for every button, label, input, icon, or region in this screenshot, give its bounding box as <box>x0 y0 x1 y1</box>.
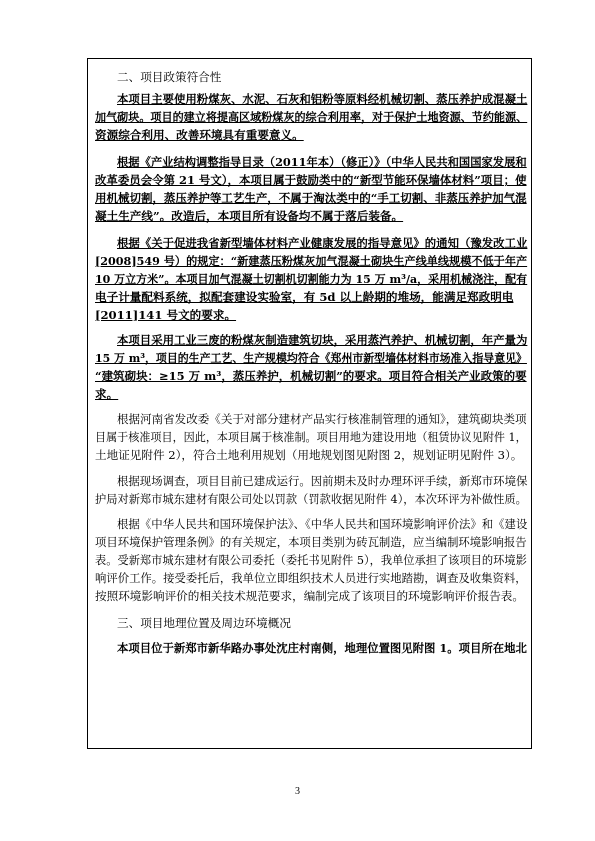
paragraph-line: 凝土生产线”。改造后，本项目所有设备均不属于落后装备。 <box>95 209 404 223</box>
paragraph-line: 根据《关于促进我省新型墙体材料产业健康发展的指导意见》的通知（豫发改工业 <box>117 236 528 250</box>
paragraph-line: 响评价工作。接受委托后，我单位立即组织技术人员进行实地踏勘，调查及收集资料， <box>95 571 527 585</box>
paragraph-line: 10 万立方米”。本项目加气混凝土切割机切割能力为 15 万 m³/a，采用机械浇注，配有 <box>95 272 528 286</box>
paragraph-line: 项目环境保护管理条例》的有关规定，本项目类别为砖瓦制造，应当编制环境影响报告 <box>95 535 527 549</box>
section-heading-location: 三、项目地理位置及周边环境概况 <box>117 616 291 630</box>
paragraph-line: 根据《中华人民共和国环境保护法》、《中华人民共和国环境影响评价法》和《建设 <box>117 517 528 531</box>
paragraph-line: 资源综合利用、改善环境具有重要意义。 <box>95 128 304 142</box>
paragraph-line: 表。受新郑市城东建材有限公司委托（委托书见附件 5），我单位承担了该项目的环境影 <box>95 553 527 567</box>
paragraph-line: 土地证见附件 2），符合土地利用规划（用地规划图见附图 2，规划证明见附件 3）。 <box>95 448 523 462</box>
paragraph-line: “建筑砌块：≥15 万 m³，蒸压养护，机械切割”的要求。项目符合相关产业政策的要 <box>95 369 527 383</box>
paragraph-line: 本项目位于新郑市新华路办事处沈庄村南侧，地理位置图见附图 1。项目所在地北 <box>117 641 527 655</box>
page-number: 3 <box>295 786 300 797</box>
paragraph-line: [2008]549 号）的规定：“新建蒸压粉煤灰加气混凝土砌块生产线单线规模不低于年产 <box>95 254 528 268</box>
paragraph-line: 根据河南省发改委《关于对部分建材产品实行核准制管理的通知》，建筑砌块类项 <box>117 412 527 426</box>
paragraph-line: 按照环境影响评价的相关技术规范要求，编制完成了该项目的环境影响评价报告表。 <box>95 589 524 603</box>
paragraph-line: 用机械切割，蒸压养护等工艺生产，不属于淘汰类中的“手工切割、非蒸压养护加气混 <box>95 191 527 205</box>
section-heading-policy: 二、项目政策符合性 <box>117 70 222 84</box>
paragraph-line: 电子计量配料系统，拟配套建设实验室，有 5d 以上龄期的堆场，能满足郑政明电 <box>95 290 514 304</box>
paragraph-line: 求。 <box>95 387 119 401</box>
paragraph-line: 护局对新郑市城东建材有限公司处以罚款（罚款收据见附件 4），本次环评为补做性质。 <box>95 492 527 506</box>
paragraph-line: 本项目采用工业三废的粉煤灰制造建筑切块，采用蒸汽养护、机械切割，年产量为 <box>117 333 528 347</box>
paragraph-line: 加气砌块。项目的建立将提高区域粉煤灰的综合利用率，对于保护土地资源、节约能源、 <box>95 110 528 124</box>
paragraph-line: [2011]141 号文的要求。 <box>95 308 237 322</box>
paragraph-line: 根据《产业结构调整指导目录（2011年本）（修正）》（中华人民共和国国家发展和 <box>117 155 527 169</box>
paragraph-line: 15 万 m³，项目的生产工艺、生产规模均符合《郑州市新型墙体材料市场准入指导意见》 <box>95 351 527 365</box>
paragraph-line: 改革委员会令第 21 号文），本项目属于鼓励类中的“新型节能环保墙体材料”项目；使 <box>95 173 527 187</box>
paragraph-line: 根据现场调查，项目目前已建成运行。因前期未及时办理环评手续，新郑市环境保 <box>117 474 528 488</box>
paragraph-line: 本项目主要使用粉煤灰、水泥、石灰和铝粉等原料经机械切割、蒸压养护成混凝土 <box>117 92 528 106</box>
paragraph-line: 目属于核准项目，因此，本项目属于核准制。项目用地为建设用地（租赁协议见附件 1， <box>95 430 527 444</box>
